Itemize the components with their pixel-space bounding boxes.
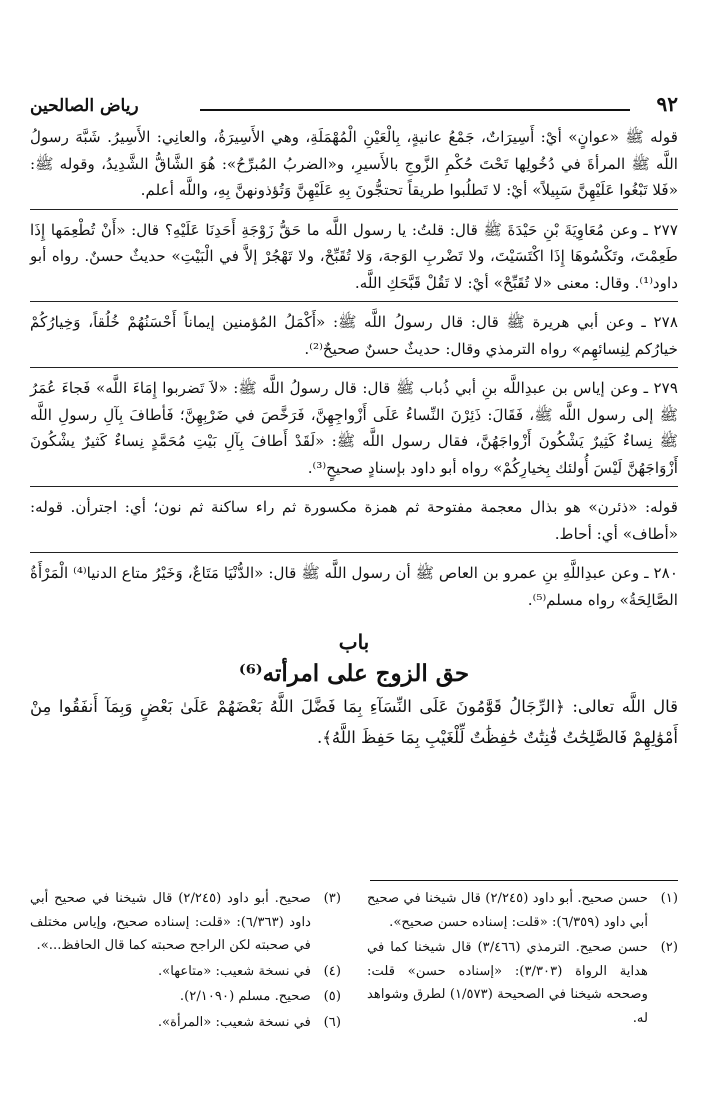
footnote-number: (٤): [323, 963, 341, 979]
footnote-text: حسن صحيح. الترمذي (٣/٤٦٦) قال شيخنا كما في هداية الرواة (٣/٣٠٣): «إسناده حسن» قلت: وصححه شيخنا في الصحيحة (١/٥٧٣) لطرق وشواهد له.: [367, 940, 649, 1026]
quran-verse: قال اللَّه تعالى: ﴿الرِّجَالُ قَوَّٰمُونَ عَلَى النِّسَآءِ بِمَا فَضَّلَ اللَّهُ بَعْضَهُمْ عَلَىٰ بَعْضٍ وَبِمَآ أَنفَقُوا مِنْ أَمْوَٰلِهِمْ فَالصَّٰلِحَٰتُ قَٰنِتَٰتٌ حَٰفِظَٰتٌ لِّلْغَيْبِ بِمَا حَفِظَ اللَّهُ﴾.: [30, 697, 678, 747]
footnote-text: حسن صحيح. أبو داود (٢/٢٤٥) قال شيخنا في صحيح أبي داود (٦/٣٥٩): «قلت: إسناده حسن صحيح».: [367, 891, 649, 930]
section-divider: [30, 209, 678, 210]
footnote-number: (٣): [323, 891, 341, 906]
chapter-title: حق الزوج على امرأته⁽⁶⁾: [238, 660, 470, 687]
hadith-278: ٢٧٨ ـ وعن أبي هريرة ﷺ قال: قال رسولُ اللَّه ﷺ: «أَكْمَلُ المُؤمنين إيماناً أَحْسَنُهُمْ خُلُقاً، وَخِيارُكُمْ خيارُكم لِنِسائهِم» رواه الترمذي وقال: حديثٌ حسنٌ صحيحٌ⁽²⁾.: [30, 313, 678, 358]
footnote-text: في نسخة شعيب: «متاعها».: [157, 963, 311, 979]
footnotes-left-column: [30, 887, 341, 1036]
footnote: [30, 1011, 341, 1035]
header-rule: [200, 109, 630, 111]
hadith-279: ٢٧٩ ـ وعن إياس بن عبدِاللَّه بنِ أبي ذُباب ﷺ قال: قال رسولُ اللَّه ﷺ: «لاَ تَضربوا إِمَاءَ اللَّه» فَجاءَ عُمَرُ ﷺ إلى رسول اللَّه ﷺ، فَقَالَ: ذَئِرْنَ النِّساءُ عَلَى أَزْواجِهِنَّ، فَرَخَّصَ في ضَرْبِهِنَّ؛ فَأطافَ بِآلِ رسولِ اللَّه ﷺ نِساءٌ كَثِيرٌ يَشْكُونَ أَزْواجَهُنَّ، فقال رسول اللَّه ﷺ: «لَقَدْ أَطافَ بِآلِ بَيْتِ مُحَمَّدٍ نِساءٌ كَثيرٌ يشْكُونَ أَزْوَاجَهُنَّ لَيْسَ أُولئك بِخيارِكُمْ» رواه أبو داود بإسنادٍ صحيحٍ⁽³⁾.: [30, 379, 678, 477]
chapter-heading: [30, 627, 678, 691]
running-header: [30, 92, 678, 120]
footnote-number: (٢): [660, 940, 678, 955]
explanation-paragraph: قوله ﷺ «عوانٍ» أيْ: أَسِيرَاتٌ، جَمْعُ عانيةٍ، بِالْعَيْنِ الْمُهْمَلَةِ، وهي الأَسِيرَةُ، والعانِي: الأَسِيرُ. شَبَّهَ رسولُ اللَّه ﷺ المرأةَ في دُخُولِها تَحْتَ حُكْمِ الزَّوجِ بالأَسيرِ، و«الضربُ المُبرِّحُ»: هُوَ الشَّاقُّ الشَّدِيدُ، وقوله ﷺ: «فَلا تَبْغُوا عَلَيْهِنَّ سَبِيلاً» أيْ: لا تَطلُبوا طريقاً تحتجُّونَ بِهِ عَلَيْهِنَّ وَتُؤذونهنَّ بِهِ، واللَّه أعلم.: [30, 128, 678, 199]
footnote: [30, 960, 341, 984]
footnote-number: (٦): [323, 1014, 341, 1030]
footnote-text: صحيح. أبو داود (٢/٢٤٥) قال شيخنا في صحيح أبي داود (٦/٣٦٣): «قلت: إسناده صحيح، وإياس مختلف في صحبته لكن الراجح صحبته كما قال الحافظ...».: [30, 891, 311, 953]
book-title: رياض الصالحين: [30, 96, 139, 116]
footnote: [30, 985, 341, 1009]
footnote-rule: [370, 880, 678, 881]
footnotes: [30, 887, 678, 1036]
explanation-paragraph: قوله: «ذئرن» هو بذال معجمة مفتوحة ثم همزة مكسورة ثم راء ساكنة ثم نون؛ أي: اجترأن. قوله: «أطاف» أي: أحاط.: [30, 498, 678, 543]
footnote: [30, 887, 341, 958]
section-divider: [30, 486, 678, 487]
main-text: [30, 124, 678, 758]
footnotes-right-column: [367, 887, 678, 1036]
section-divider: [30, 552, 678, 553]
section-divider: [30, 367, 678, 368]
footnote-number: (٥): [323, 989, 341, 1004]
hadith-277: ٢٧٧ ـ وعن مُعَاوِيَةَ بْنِ حَيْدَةَ ﷺ قال: قلتُ: يا رسول اللَّه ما حَقُّ زَوْجَةِ أَحَدِنَا عَلَيْهِ؟ قال: «أَنْ تُطْعِمَها إِذَا طَعِمْتَ، وتَكْسُوهَا إِذَا اكْتَسَيْتَ، ولا تَضْربِ الوَجهَ، وَلا تُقَبِّحْ، ولا تَهْجُرْ إلاَّ في الْبَيْتِ» حديثٌ حسنٌ. رواه أبو داود⁽¹⁾. وقال: معنى «لا تُقَبِّحْ» أيْ: لا تَقُلْ قَبَّحَكِ اللَّه.: [30, 220, 678, 292]
footnote-text: صحيح. مسلم (٢/١٠٩٠).: [179, 989, 311, 1004]
page-number: ٩٢: [656, 92, 678, 116]
chapter-label: باب: [338, 630, 370, 654]
footnote-text: في نسخة شعيب: «المرأة».: [157, 1014, 311, 1030]
footnote: [367, 936, 678, 1030]
footnote: [367, 887, 678, 934]
section-divider: [30, 301, 678, 302]
footnote-number: (١): [660, 891, 678, 906]
hadith-280: ٢٨٠ ـ وعن عبدِاللَّهِ بنِ عمرو بن العاص ﷺ أن رسول اللَّه ﷺ قال: «الدُّنْيَا مَتَاعٌ، وَخَيْرُ متاع الدنيا⁽⁴⁾ الْمَرْأَةُ الصَّالِحَةُ» رواه مسلم⁽⁵⁾.: [30, 564, 678, 609]
